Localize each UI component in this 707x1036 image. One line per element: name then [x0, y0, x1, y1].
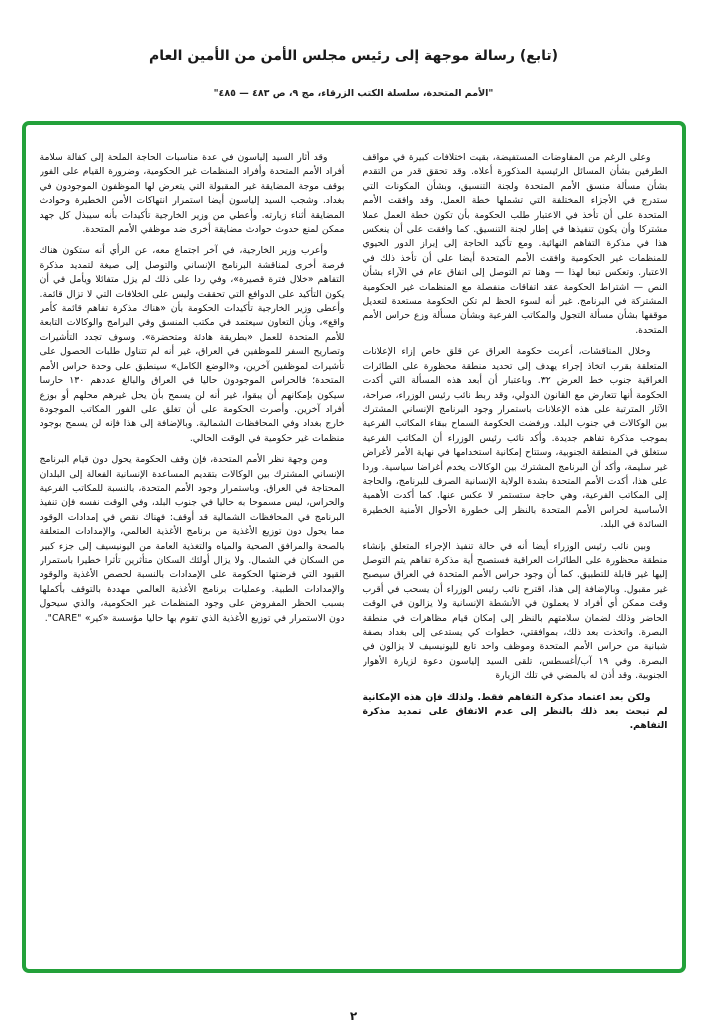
two-column-body [26, 125, 682, 969]
left-column [40, 151, 345, 951]
document-header [0, 0, 707, 99]
paragraph: وبين نائب رئيس الوزراء أيضا أنه في حالة تنفيذ الإجراء المتعلق بإنشاء منطقة محظورة على الطائرات العراقية فستصبح أية مذكرة تفاهم يتم التوصل إليها غير قابلة للتطبيق. كما أن وجود حراس الأمم المتحدة في العراق سيصبح غير مقبول. وبالإضافة إلى هذا، اقترح نائب رئيس الوزراء أن يسحب في أقرب وقت ممكن أي أفراد لا يعملون في الأنشطة الإنسانية ولا يزالون في الوقت الحاضر وذلك لضمان سلامتهم بالنظر إلى إمكان قيام مظاهرات في منطقة البصرة. واتخذت بعد ذلك، بموافقتي، خطوات كي يستدعى إلى بغداد بصفة شبانية من حراس الأمم المتحدة وموظف واحد تابع لليونيسيف لا يزالون في البصرة. وفي ١٩ آب/أغسطس، تلقى السيد إلياسون دعوة لزيارة الأهوار الجنوبية. وقد أذن له بالمضي في تلك الزيارة [362, 540, 668, 682]
page-number: ٢ [349, 1009, 358, 1023]
paragraph: وأعرب وزير الخارجية، في آخر اجتماع معه، عن الرأي أنه ستكون هناك فرصة أخرى لمناقشة البرنامج الإنساني والتوصل إلى صيغة لتمديد مذكرة التفاهم «خلال فترة قصيرة»، وفي ردا على ذلك لم يزل متفائلا ويأمل في أن يكون التأكيد على الدوافع التي تحققت وليس على الخلافات التي لا تزال قائمة. وأعطى وزير الخارجية تأكيدات الحكومة بأن «هناك مذكرة تفاهم قائمة كأمر واقع»، وبأن التعاون سيعتمد في مكتب المنسق وفي البرامج والوكالات التابعة للأمم المتحدة للعمل «بطريقة هادئة ومتحضرة». وسوف تجدد التأشيرات وتصاريح السفر للموظفين في العراق، غير أنه لم تتناول طلبات الحصول على تأشيرات لموظفين آخرين، و«الوضع الكامل» سينطبق على وحدة حراس الأمم المتحدة؛ فالحراس الموجودون حاليا في العراق والبالغ عددهم ١٣٠ حارسا سيكون بإمكانهم أن يبقوا، غير أنه لن يسمح بأن يحل غيرهم محلهم أو بوزع أفراد آخرين. وأصرت الحكومة على أن تغلق على الفور المكاتب الموجودة خارج بغداد وفي المحافظات الشمالية. وبالإضافة إلى هذا فإنه لن يسمح بوجود منظمات غير حكومية في الوقت الحالي. [39, 245, 345, 444]
paragraph: وخلال المناقشات، أعربت حكومة العراق عن قلق خاص إزاء الإعلانات المتعلقة بقرب اتخاذ إجراء يهدف إلى تحديد منطقة محظورة على الطائرات العراقية جنوب خط العرض ٣٢. وباعتبار أن أبعد هذه المسألة التي أكدت الحكومة أنها تتعارض مع القانون الدولي، وقد ربط نائب رئيس الوزراء، صراحة، الآثار المترتبة على هذه الإعلانات باستمرار وجود البرنامج الإنساني المشترك بين الوكالات في جنوب البلد. ورفضت الحكومة السماح ببقاء المكاتب الفرعية بموجب مذكرة تفاهم جديدة. وأكد نائب رئيس الوزراء أن المكاتب الفرعية ستغلق في المنطقة الجنوبية، وستتاح إمكانية استخدامها في نهاية الأمر لأغراض غير سليمة، وأكد أن البرنامج المشترك بين الوكالات يخدم أغراضا سياسية. وردا على هذا، أكدت الأمم المتحدة بشدة الولاية الإنسانية الصرف للبرنامج، والحاجة إلى المكاتب الفرعية، وهي حاجة ستستمر لا عكس عنها. كما أكدت الأهمية الأساسية لحراس الأمم المتحدة بالنظر إلى خطورة الأحوال الأمنية الخطيرة السائدة في البلد. [362, 346, 668, 531]
content-frame [22, 121, 686, 973]
paragraph: وقد أثار السيد إلياسون في عدة مناسبات الحاجة الملحة إلى كفالة سلامة أفراد الأمم المتحدة وأفراد المنظمات غير الحكومية، وضرورة القيام على الفور بوقف موجة المضايقة غير المقبولة التي يتعرض لها الموظفون الموجودون في بغداد. وشجب السيد إلياسون أيضا استمرار انتهاكات الأمن الخطيرة وحوادث المضايقة أثناء زيارته. وأعطي من وزير الخارجية تأكيدات بأنه سيبذل كل جهد ممكن لمنع حدوث حوادث مضايقة أخرى ضد موظفي الأمم المتحدة. [39, 152, 345, 236]
paragraph: ومن وجهة نظر الأمم المتحدة، فإن وقف الحكومة يحول دون قيام البرنامج الإنساني المشترك بين الوكالات بتقديم المساعدة الإنسانية الفعالة إلى البلدان المحتاجة في العراق. وباستمرار وجود الأمم المتحدة، بالنسبة للمكاتب الفرعية والحراس، ليس مسموحا به حاليا في جنوب البلد، وفي الوقت نفسه فإن تنفيذ البرنامج في المحافظات الشمالية قد أوقف: فهناك نقص في إمدادات الوقود مما يحول دون توزيع الأغذية من برنامج الأغذية العالمي، والإمدادات المتعلقة بالصحة والمرافق الصحية والمياه والتغذية العامة من اليونيسيف إلى جزء كبير من السكان في الشمال. ولا يزال أولئك السكان متأثرين تأثرا خطيرا باستمرار القيود التي فرضتها الحكومة على الإمدادات بالنسبة لحصص الأغذية والوقود والإمدادات الطبية. وعمليات برنامج الأغذية العالمي مهددة بالتوقف بأكملها بسبب الحظر المفروض على وجود المنظمات غير الحكومية، والذي سيحول دون الاستمرار في توزيع الأغذية الذي تقوم بها حاليا مؤسسة «كير» "CARE". [39, 454, 345, 624]
page-title: (تابع) رسالة موجهة إلى رئيس مجلس الأمن من الأمين العام [148, 48, 558, 64]
page-footer [0, 1005, 707, 1024]
right-column [363, 151, 668, 951]
paragraph: وعلى الرغم من المفاوضات المستفيضة، بقيت اختلافات كبيرة في مواقف الطرفين بشأن المسائل الرئيسية المذكورة أعلاه. وقد تحقق قدر من التقدم بشأن مسألة منسق الأمم المتحدة ولجنة التنسيق، وبشأن المكونات التي ستدرج في الأجزاء المختلفة التي تشملها خطة العمل. وقد وافقت الأمم المتحدة على أن تأخذ في الاعتبار طلب الحكومة بأن تكون خطة العمل عملا مشتركا وأن يكون تنفيذها في إطار لجنة التنسيق. كما وافقت على أن ينعكس هذا في مذكرة التفاهم النهائية. ومع تأكيد الحاجة إلى إبراز الدور الحيوي للمنظمات غير الحكومية وافقت الأمم المتحدة أيضا على أن تأخذ ذلك في الاعتبار. وتعكس تبعا لهذا — وهنا تم التوصل إلى اتفاق عام في الآراء بشأن النص — اشتراط الحكومة عقد اتفاقات منفصلة مع المنظمات غير الحكومية المشتركة في البرنامج. غير أنه لسوء الحظ لم تكن الحكومة مستعدة لتعديل موقفها بشأن مسألة التجول والمكاتب الفرعية وبشأن مسألة وزع حراس الأمم المتحدة. [362, 152, 668, 336]
source-citation-line: "الأمم المتحدة، سلسلة الكتب الزرقاء، مج ٩، ص ٤٨٣ — ٤٨٥" [213, 88, 494, 99]
paragraph-emphasis: ولكن بعد اعتماد مذكرة التفاهم فقط. ولذلك فإن هذه الإمكانية لم تبحث بعد ذلك بالنظر إلى عدم الاتفاق على تمديد مذكرة التفاهم. [362, 691, 668, 732]
